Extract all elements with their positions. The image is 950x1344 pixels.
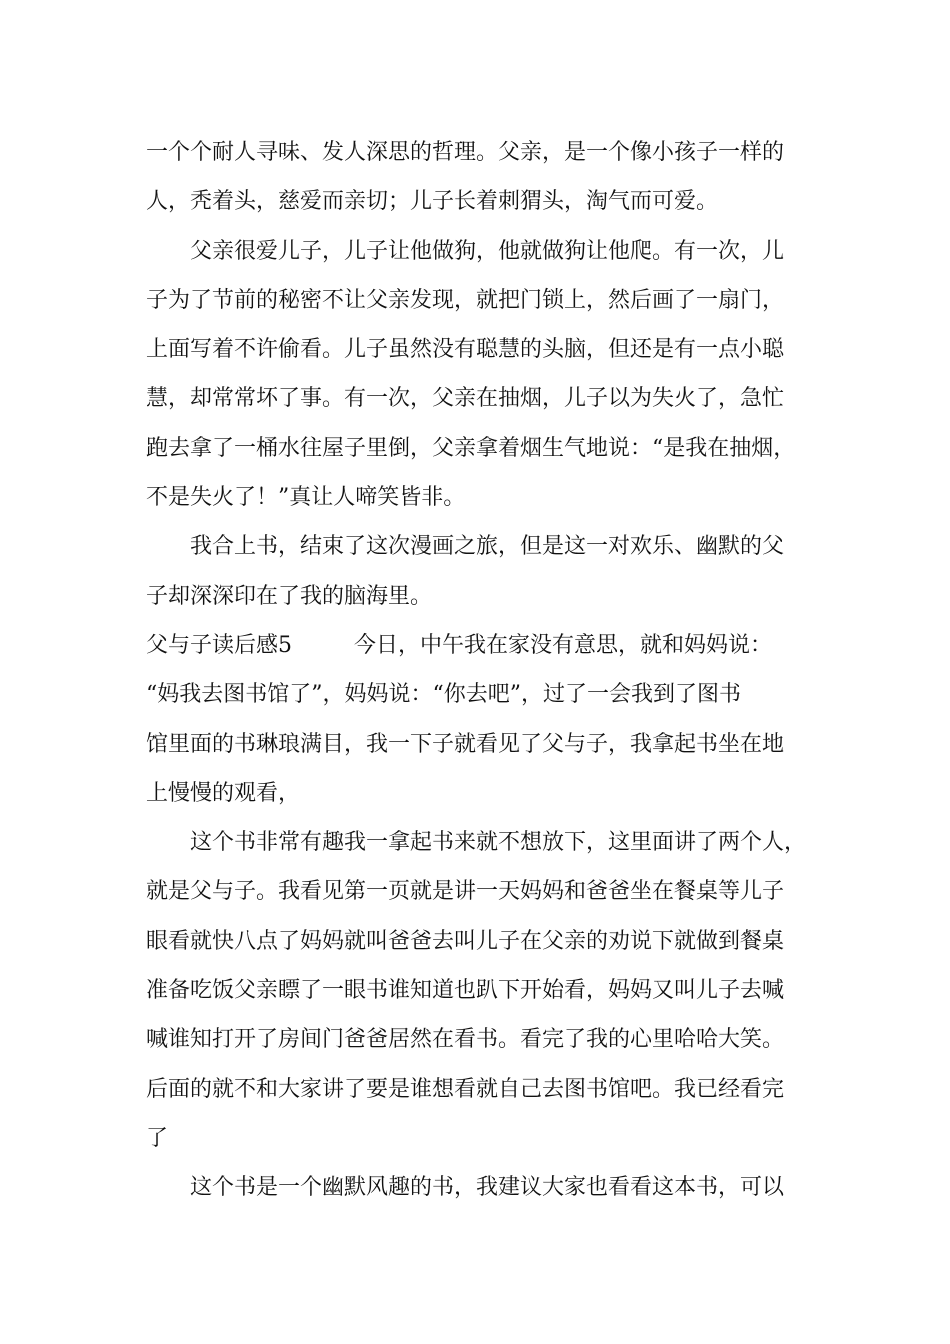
text-line: 跑去拿了一桶水往屋子里倒，父亲拿着烟生气地说：“是我在抽烟， <box>146 435 796 461</box>
section-heading: 父与子读后感5 <box>146 632 292 658</box>
text-line: 了 <box>146 1125 169 1151</box>
body-text <box>146 128 816 1213</box>
text-line: 父亲很爱儿子，儿子让他做狗，他就做狗让他爬。有一次，儿 <box>190 238 785 264</box>
text-line: 喊谁知打开了房间门爸爸居然在看书。看完了我的心里哈哈大笑。 <box>146 1027 785 1053</box>
text-line: 不是失火了！”真让人啼笑皆非。 <box>146 485 466 511</box>
text-line: 眼看就快八点了妈妈就叫爸爸去叫儿子在父亲的劝说下就做到餐桌 <box>146 928 785 954</box>
text-line: 慧，却常常坏了事。有一次，父亲在抽烟，儿子以为失火了，急忙 <box>146 386 785 412</box>
text-line: 准备吃饭父亲瞟了一眼书谁知道也趴下开始看，妈妈又叫儿子去喊 <box>146 978 785 1004</box>
text-line: 上慢慢的观看， <box>146 780 301 806</box>
text-line: 一个个耐人寻味、发人深思的哲理。父亲，是一个像小孩子一样的 <box>146 140 785 165</box>
text-line: 馆里面的书琳琅满目，我一下子就看见了父与子，我拿起书坐在地 <box>146 731 785 757</box>
text-line: 就是父与子。我看见第一页就是讲一天妈妈和爸爸坐在餐桌等儿子 <box>146 879 785 905</box>
text-line: 这个书是一个幽默风趣的书，我建议大家也看看这本书，可以 <box>190 1175 785 1201</box>
text-line: 子却深深印在了我的脑海里。 <box>146 583 433 609</box>
text-line: 上面写着不许偷看。儿子虽然没有聪慧的头脑，但还是有一点小聪 <box>146 337 785 363</box>
text-line: 人，秃着头，慈爱而亲切；儿子长着刺猬头，淘气而可爱。 <box>146 189 719 215</box>
text-line: 子为了节前的秘密不让父亲发现，就把门锁上，然后画了一扇门， <box>146 287 785 313</box>
section-heading-line <box>146 621 816 670</box>
text-line: 后面的就不和大家讲了要是谁想看就自己去图书馆吧。我已经看完 <box>146 1076 785 1102</box>
text-line: 这个书非常有趣我一拿起书来就不想放下，这里面讲了两个人， <box>190 830 807 856</box>
text-line: “妈我去图书馆了”，妈妈说：“你去吧”，过了一会我到了图书 <box>146 682 741 708</box>
text-line-start: 今日，中午我在家没有意思，就和妈妈说： <box>354 632 773 658</box>
text-line: 我合上书，结束了这次漫画之旅，但是这一对欢乐、幽默的父 <box>190 534 785 560</box>
